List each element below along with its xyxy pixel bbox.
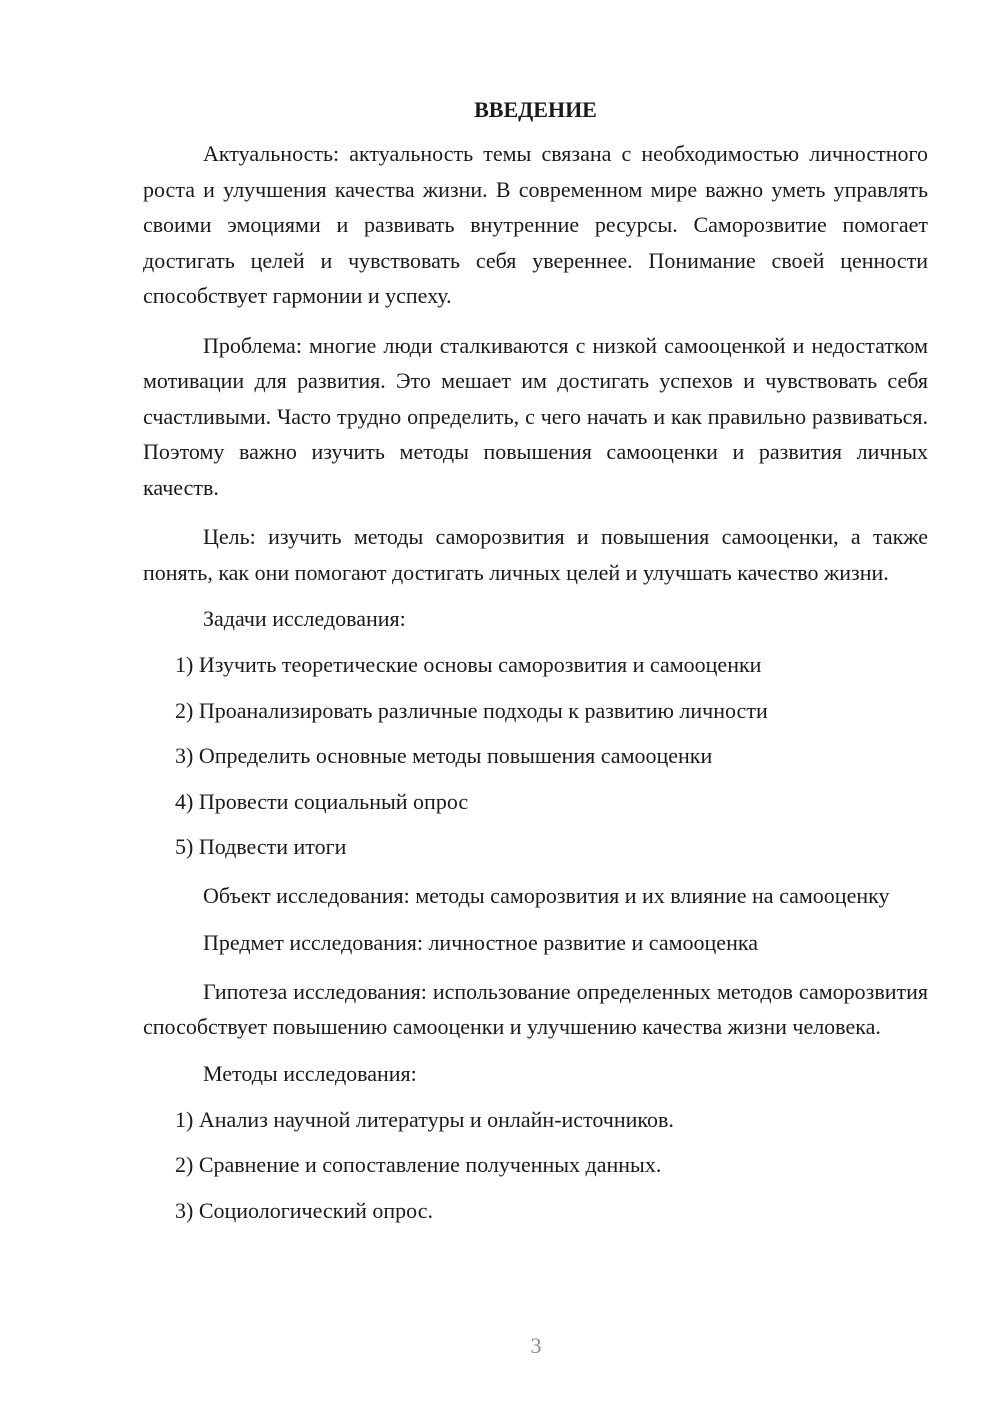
methods-heading: Методы исследования: <box>203 1060 417 1086</box>
task-item: 4) Провести социальный опрос <box>175 788 469 814</box>
hypothesis-paragraph: Гипотеза исследования: использование определенных методов саморозвития способствует повышению самооценки и улучшению качества жизни человека. <box>143 978 928 1039</box>
problem-paragraph: Проблема: многие люди сталкиваются с низкой самооценкой и недостатком мотивации для развития. Это мешает им достигать успехов и чувствовать себя счастливыми. Часто трудно определить, с чего начать и как правильно развиваться. Поэтому важно изучить методы повышения самооценки и развития личных качеств. <box>143 332 928 500</box>
task-item: 3) Определить основные методы повышения самооценки <box>175 743 713 768</box>
page-number: 3 <box>530 1333 542 1358</box>
method-item: 3) Социологический опрос. <box>175 1197 433 1223</box>
task-item: 2) Проанализировать различные подходы к развитию личности <box>175 697 768 723</box>
page-content <box>143 94 928 1242</box>
section-title: ВВЕДЕНИЕ <box>474 97 597 122</box>
tasks-list <box>143 650 928 862</box>
relevance-paragraph: Актуальность: актуальность темы связана с необходимостью личностного роста и улучшения качества жизни. В современном мире важно уметь управлять своими эмоциями и развивать внутренние ресурсы. Саморозвитие помогает достигать целей и чувствовать себя увереннее. Понимание своей ценности способствует гармонии и успеху. <box>143 141 928 308</box>
goal-paragraph: Цель: изучить методы саморозвития и повышения самооценки, а также понять, как они помогают достигать личных целей и улучшать качество жизни. <box>143 524 928 585</box>
subject-paragraph: Предмет исследования: личностное развитие и самооценка <box>203 929 758 955</box>
methods-list <box>143 1105 928 1226</box>
object-paragraph: Объект исследования: методы саморозвития и их влияние на самооценку <box>203 883 890 908</box>
task-item: 5) Подвести итоги <box>175 834 347 859</box>
tasks-heading: Задачи исследования: <box>203 606 406 631</box>
method-item: 1) Анализ научной литературы и онлайн-источников. <box>175 1106 674 1132</box>
method-item: 2) Сравнение и сопоставление полученных данных. <box>175 1152 662 1177</box>
task-item: 1) Изучить теоретические основы саморозвития и самооценки <box>175 652 762 677</box>
